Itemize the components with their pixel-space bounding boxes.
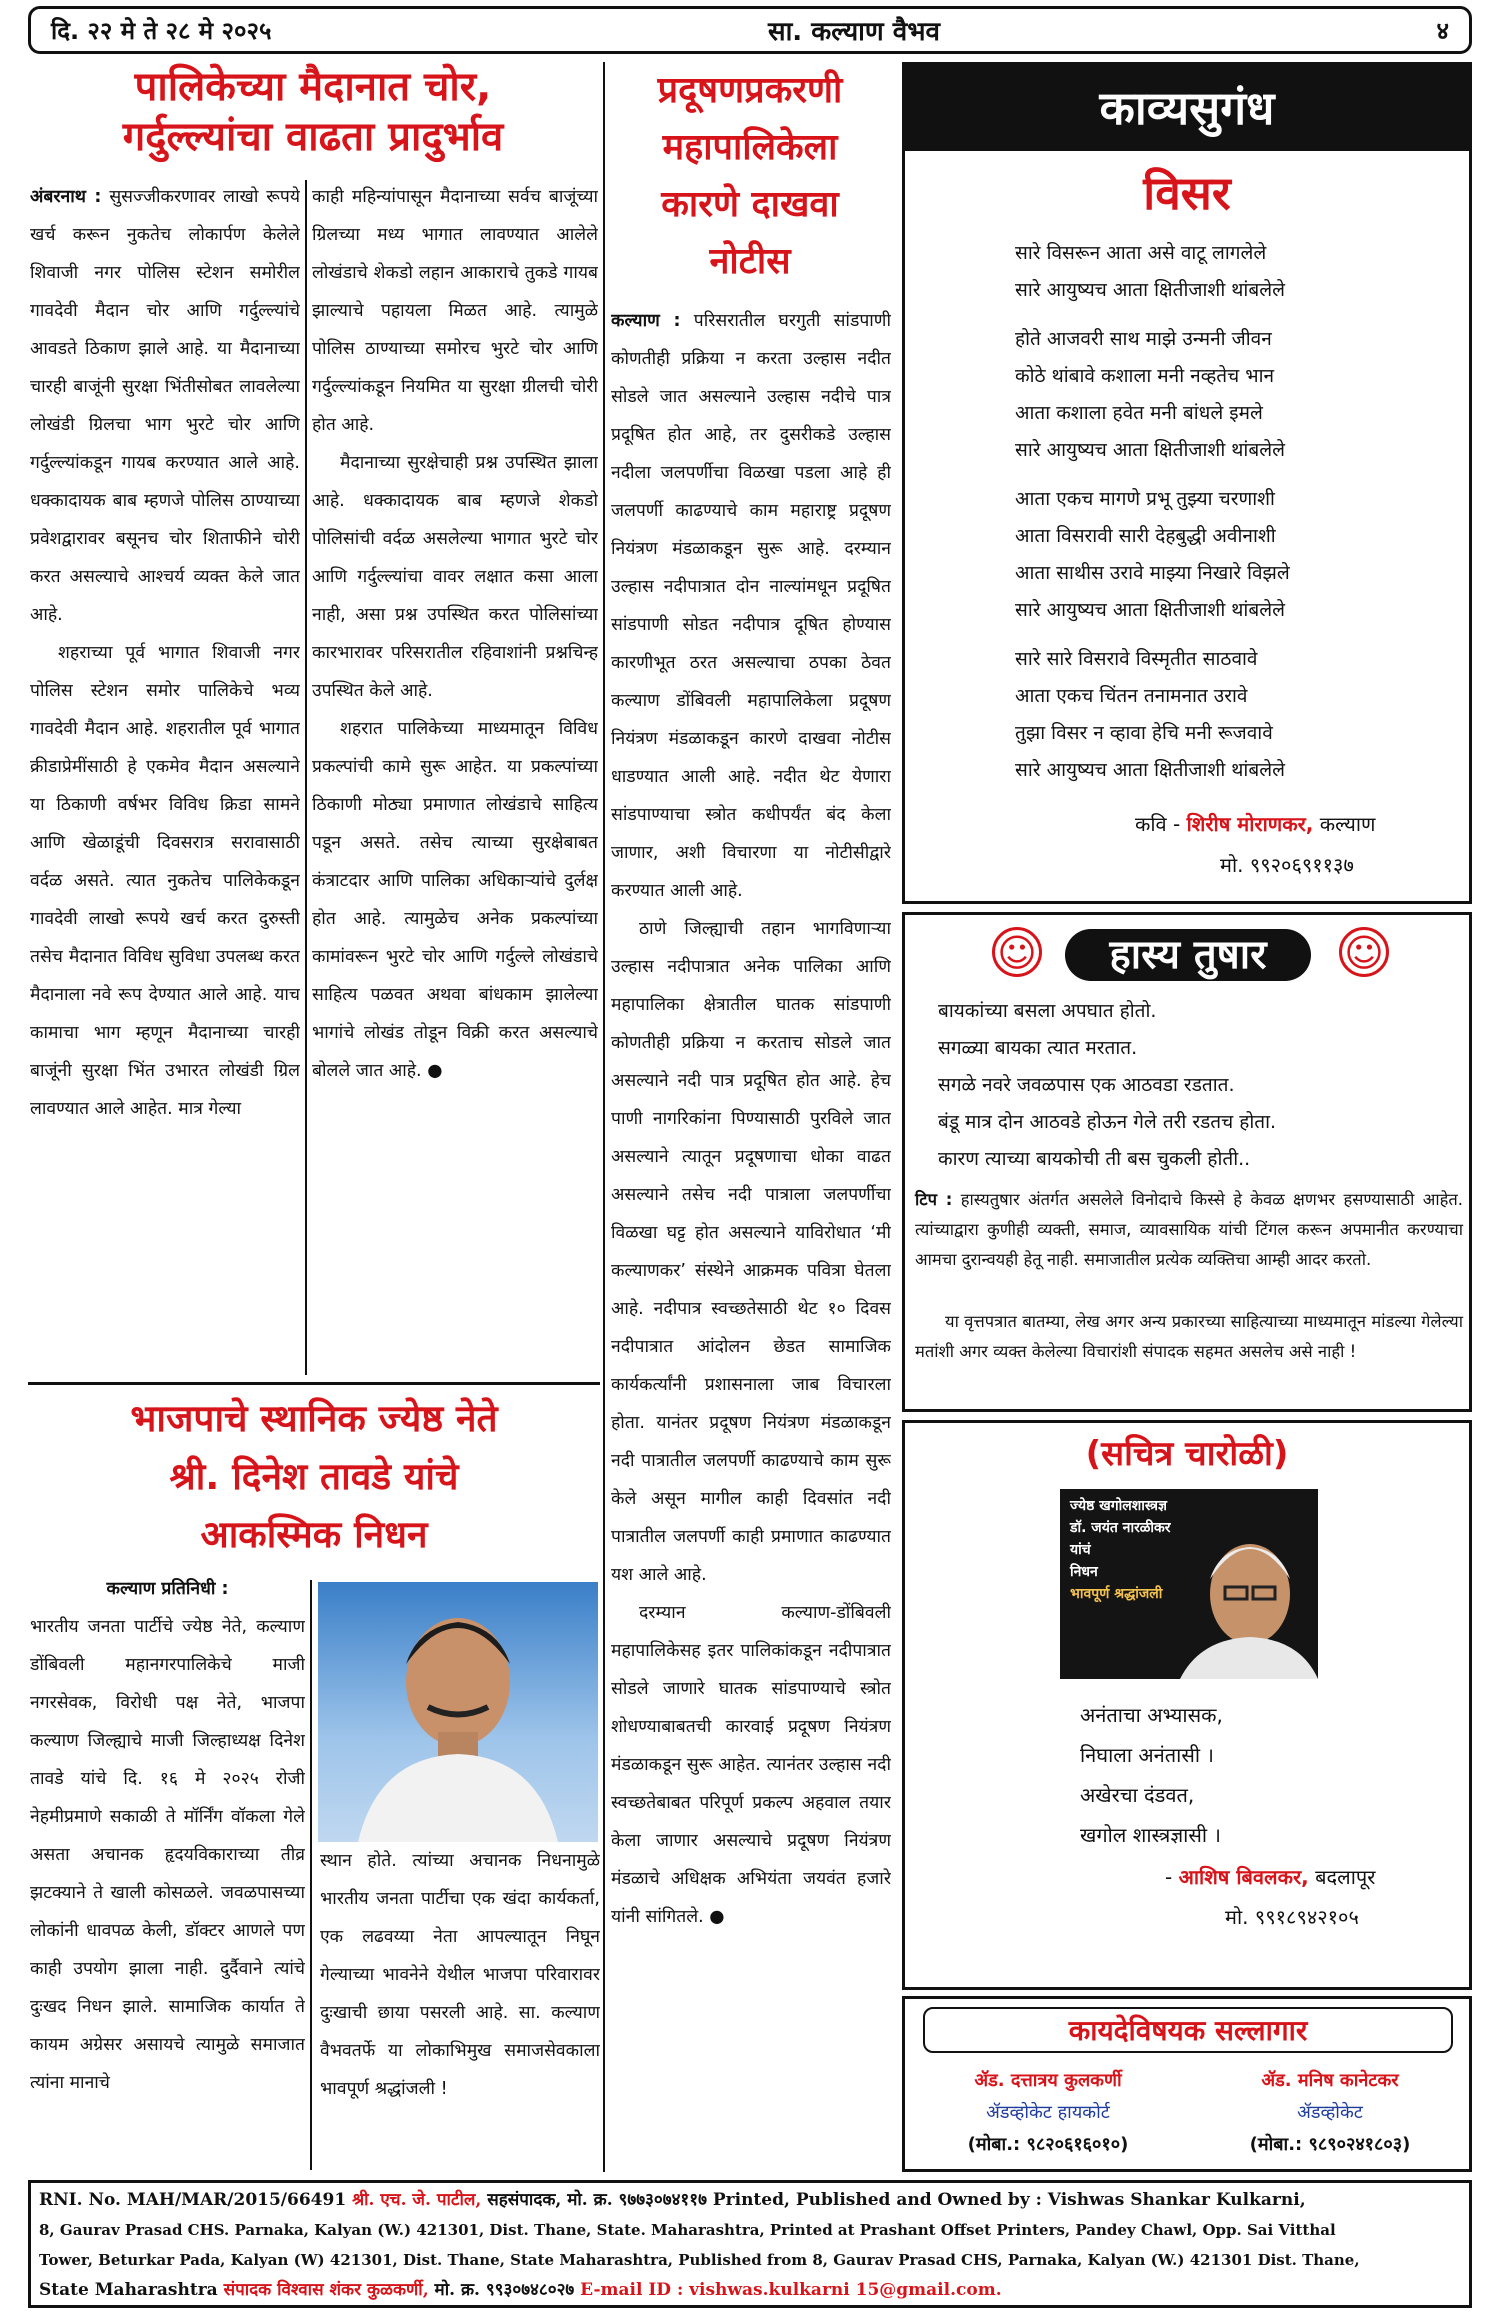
hasya-title: हास्य तुषार — [1065, 929, 1311, 981]
tribute-line: भावपूर्ण श्रद्धांजली — [1070, 1586, 1163, 1602]
story1-text: सुसज्जीकरणावर लाखो रूपये खर्च करून नुकतेच लोकार्पण केलेले शिवाजी नगर पोलिस स्टेशन समोरील गावदेवी मैदान चोर आणि गर्दुल्ल्यांचे आवडते ठिकाण झाले आहे. या मैदानाच्या चारही बाजूंनी सुरक्षा भिंतीसोबत लावलेल्या लोखंडी ग्रिलचा भाग भुरटे चोर आणि गर्दुल्ल्यांकडून गायब करण्यात आले आहे. धक्कादायक बाब म्हणजे पोलिस ठाण्याच्या प्रवेशद्वारावर बसूनच चोर शिताफीने चोरी करत असल्याचे आश्चर्य व्यक्त केले जात आहे. — [30, 187, 300, 625]
poet-prefix: कवि - — [1135, 812, 1181, 836]
owner-line: Printed, Published and Owned by : Vishwas Shankar Kulkarni, — [712, 2190, 1306, 2210]
tip-text: हास्यतुषार अंतर्गत असलेले विनोदाचे किस्से हे केवळ क्षणभर हसण्यासाठी आहेत. त्यांच्याद्वारा कुणीही व्यक्ती, समाज, व्यावसायिक यांची टिंगल करून अपमानीत करण्याचा आमचा दुरान्वयही हेतू नाही. समाजातील प्रत्येक व्यक्तिचा आम्ही आदर करतो. — [915, 1190, 1463, 1269]
poem-line: आता एकच मागणे प्रभू तुझ्या चरणाशी — [1015, 488, 1275, 510]
tribute-line: डॉ. जयंत नारळीकर — [1070, 1520, 1171, 1536]
story3-col2 — [320, 1842, 600, 2172]
column-rule — [305, 180, 307, 1375]
poem-body — [1015, 235, 1455, 801]
story3-dateline-text: कल्याण प्रतिनिधी : — [106, 1579, 229, 1599]
poem-line: आता विसरावी सारी देहबुद्धी अवीनाशी — [1015, 525, 1276, 547]
story2-para: ठाणे जिल्ह्याची तहान भागविणाऱ्या उल्हास नदीपात्रात अनेक पालिका आणि महापालिका क्षेत्रातील घातक सांडपाणी कोणतीही प्रक्रिया न करताच सोडले जात असल्याने नदी पात्र प्रदूषित होत आहे. हेच पाणी नागरिकांना पिण्यासाठी पुरविले जात असल्याने त्यातून प्रदूषणाचा धोका वाढत असल्याने तसेच नदी पात्राला जलपर्णीचा विळखा घट्ट होत असल्याने याविरोधात ‘मी कल्याणकर’ संस्थेने आक्रमक पवित्रा घेतला आहे. नदीपात्र स्वच्छतेसाठी थेट १० दिवस नदीपात्रात आंदोलन छेडत सामाजिक कार्यकर्त्यांनी प्रशासनाला जाब विचारला होता. यानंतर प्रदूषण नियंत्रण मंडळाकडून नदी पात्रातील जलपर्णी काढण्याचे काम सुरू केले असून मागील काही दिवसांत नदी पात्रातील जलपर्णी काही प्रमाणात काढण्यात यश आले आहे. — [611, 919, 891, 1585]
footer-line3: Tower, Beturkar Pada, Kalyan (W) 421301, Dist. Thane, State Maharashtra, Published from 8, Gaurav Prasad CHS, Parnaka, Kalyan (W.) 421301 Dist. Thane, — [39, 2251, 1360, 2269]
poem-line: सारे आयुष्यच आता क्षितीजाशी थांबलेले — [1015, 759, 1285, 781]
tribute-line: यांचं — [1070, 1542, 1091, 1558]
tip-label: टिप : — [915, 1190, 953, 1209]
poem-stanza — [1015, 321, 1455, 469]
story3-headline-line: श्री. दिनेश तावडे यांचे — [169, 1455, 459, 1498]
poem-line: सारे सारे विसरावे विस्मृतीत साठवावे — [1015, 648, 1258, 670]
story2-headline-line: महापालिकेला — [662, 127, 838, 168]
joke-line: सगळे नवरे जवळपास एक आठवडा रडतात. — [938, 1074, 1235, 1096]
poem-line: सारे आयुष्यच आता क्षितीजाशी थांबलेले — [1015, 599, 1285, 621]
co-editor-name: श्री. एच. जे. पाटील, — [352, 2190, 482, 2210]
legal-title: कायदेविषयक सल्लागार — [923, 2007, 1453, 2053]
charoli-line: अनंताचा अभ्यासक, — [1080, 1703, 1223, 1727]
story2-headline-line: प्रदूषणप्रकरणी — [657, 70, 843, 111]
state-text: State Maharashtra — [39, 2280, 218, 2300]
editor-email[interactable]: E-mail ID : vishwas.kulkarni 15@gmail.com. — [580, 2280, 1002, 2300]
narlikar-tribute-image — [1060, 1489, 1318, 1679]
poem-line: कोठे थांबावे कशाला मनी नव्हतेच भान — [1015, 365, 1275, 387]
joke-body — [938, 993, 1458, 1178]
joke-line: बंडू मात्र दोन आठवडे होऊन गेले तरी रडतच होता. — [938, 1111, 1277, 1133]
story2-text: दरम्यान कल्याण-डोंबिवली महापालिकेसह इतर पालिकांकडून नदीपात्रात सोडले जाणारे घातक सांडपाण्याचे स्त्रोत शोधण्याबाबतची कारवाई प्रदूषण नियंत्रण मंडळाकडून सुरू आहेत. त्यानंतर उल्हास नदी स्वच्छतेबाबत परिपूर्ण प्रकल्प अहवाल तयार केला जाणार असल्याचे प्रदूषण नियंत्रण मंडळाचे अधिक्षक अभियंता जयवंत हजारे यांनी सांगितले. — [611, 1603, 891, 1927]
charoli-place: बदलापूर — [1315, 1865, 1376, 1889]
issue-date: दि. २२ मे ते २८ मे २०२५ — [51, 16, 272, 45]
poem-line: सारे आयुष्यच आता क्षितीजाशी थांबलेले — [1015, 279, 1285, 301]
advocate-name: ॲड. मनिष कानेटकर — [1261, 2070, 1399, 2091]
poem-line: होते आजवरी साथ माझे उन्मनी जीवन — [1015, 328, 1272, 350]
story2-headline-line: कारणे दाखवा — [661, 184, 839, 225]
story3-para: स्थान होते. त्यांच्या अचानक निधनामुळे भारतीय जनता पार्टीचा एक खंदा कार्यकर्ता, एक लढवय्या नेता आपल्यातून निघून गेल्याच्या भावनेने येथील भाजपा परिवारावर दुःखाची छाया पसरली आहे. सा. कल्याण वैभवतर्फे या लोकाभिमुख समाजसेवकाला भावपूर्ण श्रद्धांजली ! — [320, 1851, 600, 2099]
footer-line2: 8, Gaurav Prasad CHS. Parnaka, Kalyan (W.) 421301, Dist. Thane, State. Maharashtra, Printed at Prashant Offset Printers, Pandey Chawl, Opp. Sai Vitthal — [39, 2221, 1336, 2239]
poem-line: सारे विसरून आता असे वाटू लागलेले — [1015, 242, 1267, 264]
poem-line: सारे आयुष्यच आता क्षितीजाशी थांबलेले — [1015, 439, 1285, 461]
smiley-icon: ☺ — [1339, 927, 1389, 977]
story2-body — [611, 302, 891, 2170]
story3-para: भारतीय जनता पार्टीचे ज्येष्ठ नेते, कल्याण डोंबिवली महानगरपालिकेचे माजी नगरसेवक, विरोधी पक्ष नेते, भाजपा कल्याण जिल्ह्याचे माजी जिल्हाध्यक्ष दिनेश तावडे यांचे दि. १६ मे २०२५ रोजी नेहमीप्रमाणे सकाळी ते मॉर्निंग वॉकला गेले असता अचानक हृदयविकाराच्या तीव्र झटक्याने ते खाली कोसळले. जवळपासच्या लोकांनी धावपळ केली, डॉक्टर आणले पण काही उपयोग झाला नाही. दुर्दैवाने त्यांचे दुःखद निधन झाले. सामाजिक कार्यात ते कायम अग्रेसर असायचे त्यामुळे समाजात त्यांना मानाचे — [30, 1617, 305, 2093]
poem-line: आता एकच चिंतन तनामनात उरावे — [1015, 685, 1248, 707]
story1-headline — [28, 62, 598, 162]
paper-name: सा. कल्याण वैभव — [768, 17, 940, 47]
poem-line: आता कशाला हवेत मनी बांधले इमले — [1015, 402, 1263, 424]
story3-headline-line: आकस्मिक निधन — [200, 1513, 428, 1556]
disclaimer: या वृत्तपत्रात बातम्या, लेख अगर अन्य प्रकारच्या साहित्याच्या माध्यमातून मांडल्या गेलेल्या मतांशी अगर व्यक्त केलेल्या विचारांशी संपादक सहमत असलेच असे नाही ! — [915, 1312, 1463, 1361]
poem-stanza — [1015, 481, 1455, 629]
story1-para: मैदानाच्या सुरक्षेचाही प्रश्न उपस्थित झाला आहे. धक्कादायक बाब म्हणजे शेकडो पोलिसांची वर्दळ असलेल्या भागात भुरटे चोर आणि गर्दुल्ल्यांचा वावर लक्षात कसा आला नाही, असा प्रश्न उपस्थित करत पोलिसांच्या कारभारावर परिसरातील रहिवाशांनी प्रश्नचिन्ह उपस्थित केले आहे. — [312, 453, 598, 701]
joke-line: कारण त्याच्या बायकोची ती बस चुकली होती.. — [938, 1148, 1251, 1170]
imprint-footer — [28, 2180, 1472, 2308]
story1-headline-line1: पालिकेच्या मैदानात चोर, — [134, 64, 492, 110]
joke-line: सगळ्या बायका त्यात मरतात. — [938, 1037, 1138, 1059]
smiley-icon: ☺ — [992, 927, 1042, 977]
co-editor-role: सहसंपादक, मो. क्र. ९७७३०७४११७ — [487, 2190, 707, 2210]
hasya-box — [902, 912, 1472, 1412]
author-prefix: - — [1165, 1865, 1173, 1889]
poem-line: आता साथीस उरावे माझ्या निखारे विझले — [1015, 562, 1290, 584]
charoli-line: अखेरचा दंडवत, — [1080, 1783, 1195, 1807]
masthead — [28, 6, 1472, 54]
story2-text: परिसरातील घरगुती सांडपाणी कोणतीही प्रक्रिया न करता उल्हास नदीत सोडले जात असल्याने उल्हास नदीचे पात्र प्रदूषित होत आहे, तर दुसरीकडे उल्हास नदीला जलपर्णीचा विळखा पडला आहे ही जलपर्णी काढण्याचे काम महाराष्ट्र प्रदूषण नियंत्रण मंडळाकडून सुरू आहे. दरम्यान उल्हास नदीपात्रात दोन नाल्यांमधून प्रदूषित सांडपाणी सोडत नदीपात्र दूषित होण्यास कारणीभूत ठरत असल्याचा ठपका ठेवत कल्याण डोंबिवली महापालिकेला प्रदूषण नियंत्रण मंडळाकडून कारणे दाखवा नोटीस धाडण्यात आली आहे. नदीत थेट येणारा सांडपाण्याचा स्त्रोत कधीपर्यंत बंद केला जाणार, अशी विचारणा या नोटीसीद्वारे करण्यात आली आहे. — [611, 311, 891, 901]
editor-phone: मो. क्र. ९९३०७४८०२७ — [434, 2280, 575, 2300]
story3-dateline — [30, 1570, 305, 1608]
story1-headline-line2: गर्दुल्ल्यांचा वाढता प्रादुर्भाव — [122, 114, 504, 160]
page-number: ४ — [1436, 16, 1449, 45]
story3-headline — [28, 1390, 600, 1564]
kavya-section-title: काव्यसुगंध — [905, 65, 1469, 151]
charoli-credit — [1165, 1863, 1375, 1890]
poem-title: विसर — [1143, 166, 1231, 220]
story1-para — [30, 178, 300, 634]
story2-para — [611, 1594, 891, 1936]
charoli-title: (सचित्र चारोळी) — [1085, 1434, 1289, 1474]
poem-stanza — [1015, 641, 1455, 789]
advocate-2 — [1195, 2065, 1465, 2161]
dinesh-tawde-photo — [318, 1582, 598, 1842]
story2-headline — [610, 62, 890, 290]
advocate-role: ॲडव्होकेट — [1297, 2102, 1363, 2123]
footer-line1 — [39, 2185, 1461, 2215]
story1-col2 — [312, 178, 598, 1378]
poem-line: तुझा विसर न व्हावा हेचि मनी रूजवावे — [1015, 722, 1273, 744]
story1-para: शहराच्या पूर्व भागात शिवाजी नगर पोलिस स्टेशन समोर पालिकेचे भव्य गावदेवी मैदान आहे. शहरातील पूर्व भागात क्रीडाप्रेमींसाठी हे एकमेव मैदान असल्याने या ठिकाणी वर्षभर विविध क्रिडा सामने आणि खेळाडूंची दिवसरात्र सरावासाठी वर्दळ असते. त्यात नुकतेच पालिकेकडून गावदेवी लाखो रूपये खर्च करत दुरुस्ती तसेच मैदानात विविध सुविधा उपलब्ध करत मैदानाला नवे रूप देण्यात आले आहे. याच कामाचा भाग म्हणून मैदानाच्या चारही बाजूंनी सुरक्षा भिंत उभारत लोखंडी ग्रिल लावण्यात आले आहेत. मात्र गेल्या — [30, 643, 300, 1119]
poet-credit — [1135, 810, 1375, 837]
charoli-box — [902, 1420, 1472, 1990]
charoli-line: निघाला अनंतासी । — [1080, 1743, 1214, 1767]
story-divider — [28, 1382, 600, 1385]
narlikar-portrait — [1060, 1489, 1318, 1679]
story2-headline-line: नोटीस — [709, 241, 791, 282]
column-rule — [310, 1580, 312, 2170]
kavya-box — [902, 62, 1472, 904]
charoli-body — [1080, 1695, 1223, 1855]
poet-name: शिरीष मोराणकर, — [1186, 812, 1314, 836]
poem-stanza — [1015, 235, 1455, 309]
story1-dateline: अंबरनाथ : — [30, 187, 102, 207]
portrait-graphic — [318, 1582, 598, 1842]
story3-headline-line: भाजपाचे स्थानिक ज्येष्ठ नेते — [130, 1397, 498, 1440]
end-dot: ● — [709, 1907, 725, 1927]
charoli-author: आशिष बिवलकर, — [1178, 1865, 1309, 1889]
story2-para — [611, 302, 891, 910]
tribute-line: निधन — [1070, 1564, 1098, 1580]
poet-place: कल्याण — [1319, 812, 1376, 836]
story1-col1 — [30, 178, 300, 1378]
story1-text: शहरात पालिकेच्या माध्यमातून विविध प्रकल्पांची कामे सुरू आहेत. या प्रकल्पांच्या ठिकाणी मोठ्या प्रमाणात लोखंडाचे साहित्य पडून असते. तसेच त्याच्या सुरक्षेबाबत कंत्राटदार आणि पालिका अधिकाऱ्यांचे दुर्लक्ष होत आहे. त्यामुळेच अनेक प्रकल्पांच्या कामांवरून भुरटे चोर आणि गर्दुल्ले लोखंडाचे साहित्य पळवत अथवा बांधकाम झालेल्या भागांचे लोखंड तोडून विक्री करत असल्याचे बोलले जात आहे. — [312, 719, 598, 1081]
advocate-phone: (मोबा.: ९८९०२४१८०३) — [1249, 2134, 1411, 2155]
story1-para — [312, 710, 598, 1090]
column-rule — [603, 62, 605, 2172]
rni-number: RNI. No. MAH/MAR/2015/66491 — [39, 2190, 347, 2210]
end-dot: ● — [427, 1061, 443, 1081]
charoli-phone: मो. ९९१८९४२१०५ — [1225, 1905, 1359, 1929]
story1-para: काही महिन्यांपासून मैदानाच्या सर्वच बाजूंच्या ग्रिलच्या मध्य भागात लावण्यात आलेले लोखंडाचे शेकडो लहान आकाराचे तुकडे गायब झाल्याचे पहायला मिळत आहे. त्यामुळे पोलिस ठाण्याच्या समोरच भुरटे चोर आणि गर्दुल्ल्यांकडून नियमित या सुरक्षा ग्रीलची चोरी होत आहे. — [312, 187, 598, 435]
story2-dateline: कल्याण : — [611, 311, 681, 331]
footer-line4 — [39, 2275, 1461, 2305]
tip-note — [915, 1185, 1463, 1275]
charoli-line: खगोल शास्त्रज्ञासी । — [1080, 1823, 1221, 1847]
tribute-line: ज्येष्ठ खगोलशास्त्रज्ञ — [1070, 1498, 1167, 1514]
poet-phone: मो. ९९२०६९११३७ — [1220, 853, 1354, 877]
joke-line: बायकांच्या बसला अपघात होतो. — [938, 1000, 1157, 1022]
advocate-role: ॲडव्होकेट हायकोर्ट — [986, 2102, 1110, 2123]
story3-col1 — [30, 1570, 305, 2170]
advocate-1 — [913, 2065, 1183, 2161]
advocate-phone: (मोबा.: ९८२०६१६०१०) — [967, 2134, 1129, 2155]
advocate-name: ॲड. दत्तात्रय कुलकर्णी — [974, 2070, 1122, 2091]
legal-box — [902, 1996, 1472, 2172]
editor-name: संपादक विश्वास शंकर कुळकर्णी, — [223, 2280, 429, 2300]
